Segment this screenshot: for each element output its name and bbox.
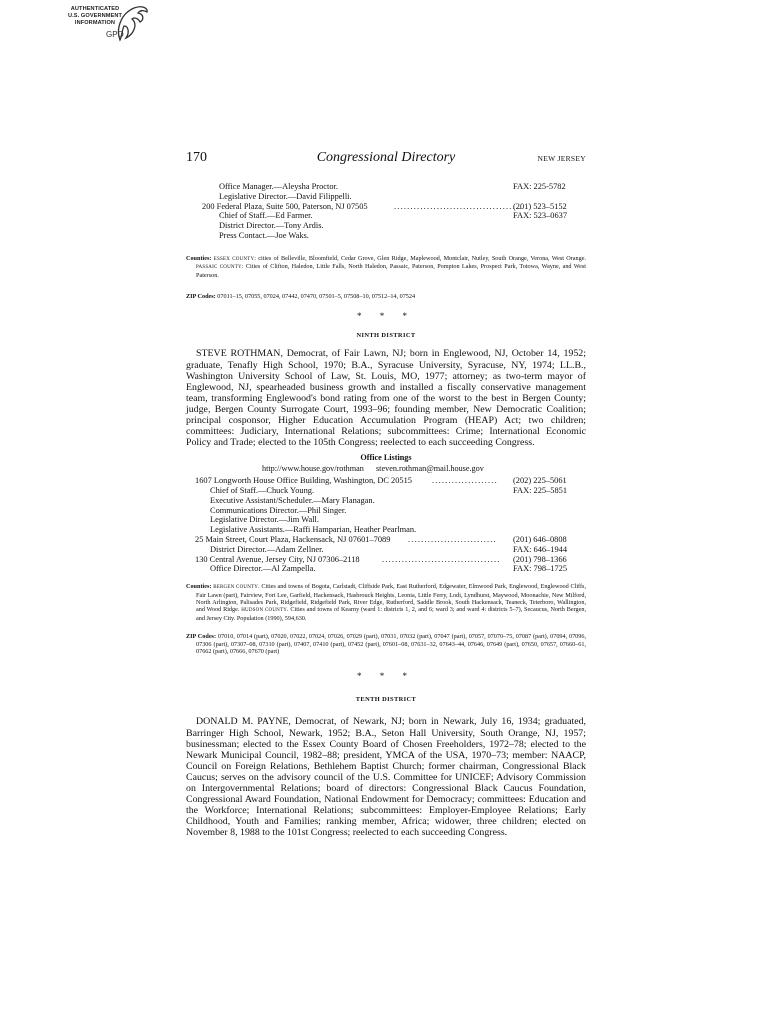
member-biography: STEVE ROTHMAN, Democrat, of Fair Lawn, NJ; born in Englewood, NJ, October 14, 1952; graduate, Tenafly High School, 1970; B.A., Syracuse University, Syracuse, NY, 1974; LL.B., Washington University School of Law, St. Louis, MO, 1977; attorney; as two-term mayor of Englewood, NJ, spearheaded business growth and installed a fiscally conservative management team, transforming Englewood's bond rating from one of the worst to the best in Bergen County; judge, Bergen County Surrogate Court, 1993–96; founding member, New Democratic Coalition; principal cosponsor, Higher Education Accumulation Program (HEAP) Act; two children; committees: Judiciary, International Relations; subcommittees: Crime; International Economic Policy and Trade; elected to the 105th Congress; reelected to each succeeding Congress. [186, 348, 586, 449]
office-line-text: Executive Assistant/Scheduler.—Mary Flanagan. [210, 495, 375, 505]
leader-dots: .................................... [382, 554, 501, 564]
counties-text-1: : cities of Belleville, Bloomfield, Cedar Grove, Glen Ridge, Maplewood, Montclair, Nutley, South Orange, Verona, West Orange. [254, 254, 587, 262]
office-line-phone: (201) 798–1366 [513, 554, 567, 564]
counties-paragraph [186, 583, 586, 622]
page-content [186, 150, 586, 839]
web-contact-line [186, 464, 586, 475]
office-line [186, 506, 586, 516]
gpo-authentication-seal [62, 4, 152, 48]
office-line-text: Office Director.—Al Zampella. [210, 564, 316, 574]
district-heading: TENTH DISTRICT [355, 696, 417, 704]
office-line [186, 192, 586, 202]
seal-gpo-label: GPO [106, 30, 124, 39]
counties-label: Counties: [186, 583, 212, 591]
office-line [186, 202, 586, 212]
page-number: 170 [186, 150, 207, 165]
county-name-essex: ESSEX COUNTY [213, 256, 255, 262]
ninth-district-counties [186, 583, 586, 622]
counties-text-2: . Cities and towns of Kearny (ward 1: districts 1, 2, and 6; ward 3; and ward 4: districts 5–7), Secaucus, North Bergen, and Jersey City. Population (1990), 594,630. [196, 606, 586, 622]
office-line [186, 211, 586, 221]
office-line [186, 231, 586, 241]
seal-line-1: AUTHENTICATED [70, 6, 120, 12]
ninth-district-office-listing [186, 476, 586, 574]
district-heading: NINTH DISTRICT [356, 332, 416, 340]
county-name-passaic: PASSAIC COUNTY [196, 265, 242, 271]
county-name-hudson: HUDSON COUNTY [241, 608, 288, 614]
office-line-phone: (202) 225–5061 [513, 476, 567, 486]
office-line-text: Office Manager.—Aleysha Proctor. [219, 182, 338, 191]
prev-district-office-listing [186, 182, 586, 241]
office-line [186, 182, 586, 192]
counties-text-2: : Cities of Clifton, Haledon, Little Falls, North Haledon, Passaic, Paterson, Pompton Lakes, Prospect Park, Totowa, Wayne, and West Paterson. [196, 263, 586, 279]
office-line [186, 515, 586, 525]
prev-district-counties [186, 255, 586, 279]
email-address[interactable]: steven.rothman@mail.house.gov [376, 464, 484, 474]
running-title: Congressional Directory [316, 150, 456, 165]
counties-label: Counties: [186, 254, 212, 262]
office-line-phone: FAX: 646–1944 [513, 544, 568, 554]
office-line-phone: (201) 523–5152 [513, 201, 567, 211]
eagle-icon [114, 4, 150, 44]
office-line-text: Press Contact.—Joe Waks. [219, 230, 309, 240]
office-line [186, 555, 586, 565]
office-line [186, 496, 586, 506]
running-head [186, 150, 586, 170]
seal-line-3: INFORMATION [74, 20, 116, 26]
website-url[interactable]: http://www.house.gov/rothman [262, 464, 364, 474]
zip-label: ZIP Codes: [186, 633, 217, 641]
zip-text: 07010, 07014 (part), 07020, 07022, 07024, 07026, 07029 (part), 07031, 07032 (part), 07047 (part), 07057, 07070–75, 07087 (part), 07094, 07096, 07306 (part), 07307–08, 07310 (part), 07407, 07410 (part), 07452 (part), 07601–08, 07631–32, 07643–44, 07646, 07649 (part), 07650, 07657, 07660–61, 07662 (part), 07666, 07670 (part) [196, 633, 586, 656]
office-line-text: Communications Director.—Phil Singer. [210, 505, 347, 515]
member-biography: DONALD M. PAYNE, Democrat, of Newark, NJ; born in Newark, July 16, 1934; graduated, Barringer High School, Newark, 1952; B.A., Seton Hall University, South Orange, NJ, 1957; businessman; elected to the Essex County Board of Chosen Freeholders, 1972–78; elected to the Newark Municipal Council, 1982–88; president, YMCA of the USA, 1970–73; member: NAACP, Council on Foreign Relations, Bethlehem Baptist Church; former chairman, Congressional Black Caucus; serves on the advisory council of the U.S. Committee for UNICEF; Advisory Commission on Intergovernmental Relations; board of directors: Congressional Black Caucus Foundation, Congressional Award Foundation, National Endowment for Democracy; committees: Education and the Workforce; International Relations; subcommittees: Employer-Employee Relations; Early Childhood, Youth and Families; ranking member, Africa; widower, three children; elected on November 8, 1988 to the 101st Congress; reelected to each succeeding Congress. [186, 716, 586, 839]
office-line [186, 476, 586, 486]
counties-paragraph [186, 255, 586, 279]
section-separator: * * * [357, 671, 415, 682]
prev-district-zip [186, 293, 586, 300]
office-line-text: Chief of Staff.—Chuck Young. [210, 486, 315, 496]
office-line-phone: FAX: 523–0637 [513, 211, 568, 221]
leader-dots: ........................... [408, 535, 497, 545]
ninth-district-zip [186, 633, 586, 655]
office-line-text: 200 Federal Plaza, Suite 500, Paterson, NJ 07505 [202, 201, 368, 211]
section-separator: * * * [357, 311, 415, 322]
office-line [186, 486, 586, 496]
office-line-phone: FAX: 225–5851 [513, 486, 568, 496]
zip-label: ZIP Codes: [186, 293, 216, 300]
zip-text: 07011–15, 07055, 07024, 07442, 07470, 07501–5, 07508–10, 07512–14, 07524 [217, 293, 416, 300]
office-line-text: 130 Central Avenue, Jersey City, NJ 07306–2118 [195, 554, 360, 564]
counties-text-1: . Cities and towns of Bogota, Carlstadt, Cliffside Park, East Rutherford, Edgewater, Elmwood Park, Englewood, Englewood Cliffs, Fair Lawn (part), Fairview, Fort Lee, Garfield, Hackensack, Hasbrouck Heights, Leonia, Little Ferry, Lodi, Lyndhurst, Maywood, Moonachie, New Milford, North Arlington, Palisades Park, Ridgefield, Ridgefield Park, River Edge, Rutherford, Saddle Brook, South Hackensack, Teaneck, Teterboro, Wallington, and Wood Ridge. [196, 583, 587, 614]
county-name-bergen: BERGEN COUNTY [213, 585, 259, 591]
office-line-text: Legislative Director.—Jim Wall. [210, 515, 319, 525]
office-line-phone: (201) 646–0808 [513, 535, 567, 545]
office-line-text: Legislative Director.—David Filippelli. [219, 191, 352, 201]
office-line-text: 1607 Longworth House Office Building, Washington, DC 20515 [195, 476, 412, 486]
office-line-text: District Director.—Tony Ardis. [219, 221, 324, 231]
office-line [186, 221, 586, 231]
office-line [186, 525, 586, 535]
office-line-phone: FAX: 798–1725 [513, 564, 568, 574]
office-line [186, 564, 586, 574]
leader-dots: .................... [432, 476, 498, 486]
zip-paragraph [186, 293, 586, 300]
office-line-text: 25 Main Street, Court Plaza, Hackensack, NJ 07601–7089 [195, 535, 391, 545]
office-line [186, 545, 586, 555]
office-line-text: Legislative Assistants.—Raffi Hamparian, Heather Pearlman. [210, 525, 417, 535]
zip-paragraph [186, 633, 586, 655]
office-listings-heading: Office Listings [360, 453, 412, 463]
state-label: NEW JERSEY [537, 154, 586, 163]
office-line-phone: FAX: 225-5782 [513, 182, 566, 191]
leader-dots: ....................................... [394, 201, 523, 211]
office-line-text: Chief of Staff.—Ed Farmer. [219, 211, 313, 221]
seal-line-2: U.S. GOVERNMENT [67, 13, 123, 19]
office-line-text: District Director.—Adam Zellner. [210, 544, 324, 554]
office-line [186, 535, 586, 545]
